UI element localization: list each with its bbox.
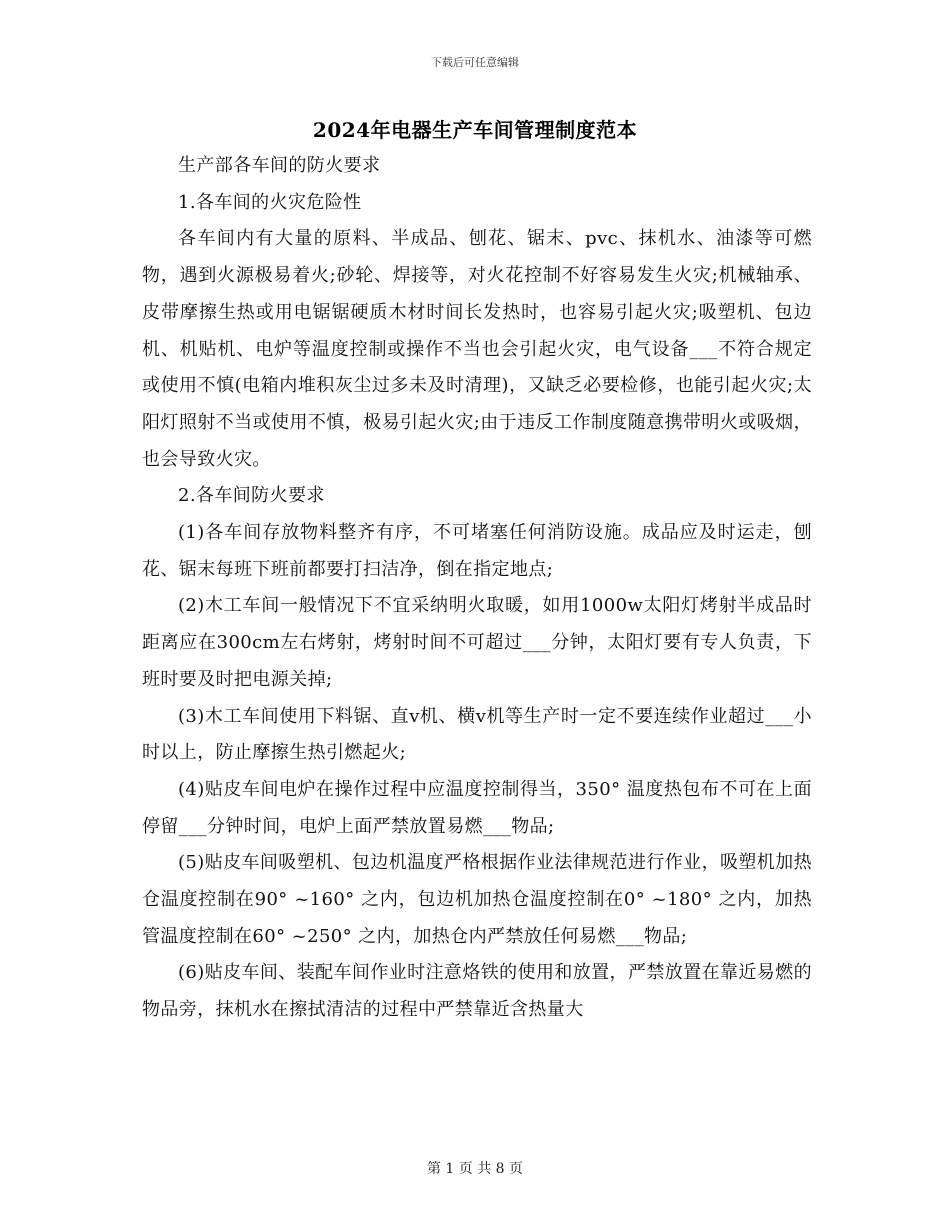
paragraph-rule-5: (5)贴皮车间吸塑机、包边机温度严格根据作业法律规范进行作业，吸塑机加热仓温度控制在90° ~160° 之内，包边机加热仓温度控制在0° ~180° 之内，加热管温度控制在60° ~250° 之内，加热仓内严禁放任何易燃___物品; bbox=[142, 852, 812, 947]
document-title: 2024年电器生产车间管理制度范本 bbox=[312, 118, 638, 142]
paragraph-rule-4: (4)贴皮车间电炉在操作过程中应温度控制得当，350° 温度热包布不可在上面停留___分钟时间，电炉上面严禁放置易燃___物品; bbox=[142, 778, 812, 837]
paragraph-subheading-2: 2.各车间防火要求 bbox=[178, 485, 325, 507]
document-body bbox=[142, 148, 812, 1029]
paragraph-rule-3: (3)木工车间使用下料锯、直v机、横v机等生产时一定不要连续作业超过___小时以上，防止摩擦生热引燃起火; bbox=[142, 705, 812, 764]
paragraph-subheading-1: 1.各车间的火灾危险性 bbox=[178, 191, 362, 213]
paragraph-section-heading: 生产部各车间的防火要求 bbox=[178, 155, 381, 176]
paragraph-rule-1: (1)各车间存放物料整齐有序，不可堵塞任何消防设施。成品应及时运走，刨花、锯末每班下班前都要打扫洁净，倒在指定地点; bbox=[142, 522, 812, 580]
page-number: 第 1 页 共 8 页 bbox=[426, 1161, 524, 1177]
paragraph-rule-2: (2)木工车间一般情况下不宜采纳明火取暖，如用1000w太阳灯烤射半成品时距离应在300cm左右烤射，烤射时间不可超过___分钟，太阳灯要有专人负责，下班时要及时把电源关掉; bbox=[142, 595, 812, 690]
page-header-note: 下载后可任意编辑 bbox=[431, 56, 519, 69]
paragraph-fire-hazards: 各车间内有大量的原料、半成品、刨花、锯末、pvc、抹机水、油漆等可燃物，遇到火源极易着火;砂轮、焊接等，对火花控制不好容易发生火灾;机械轴承、皮带摩擦生热或用电锯锯硬质木材时间长发热时，也容易引起火灾;吸塑机、包边机、机贴机、电炉等温度控制或操作不当也会引起火灾，电气设备___不符合规定或使用不慎(电箱内堆积灰尘过多未及时清理)，又缺乏必要检修，也能引起火灾;太阳灯照射不当或使用不慎，极易引起火灾;由于违反工作制度随意携带明火或吸烟，也会导致火灾。 bbox=[142, 228, 812, 470]
paragraph-rule-6: (6)贴皮车间、装配车间作业时注意烙铁的使用和放置，严禁放置在靠近易燃的物品旁，抹机水在擦拭清洁的过程中严禁靠近含热量大 bbox=[142, 962, 812, 1021]
